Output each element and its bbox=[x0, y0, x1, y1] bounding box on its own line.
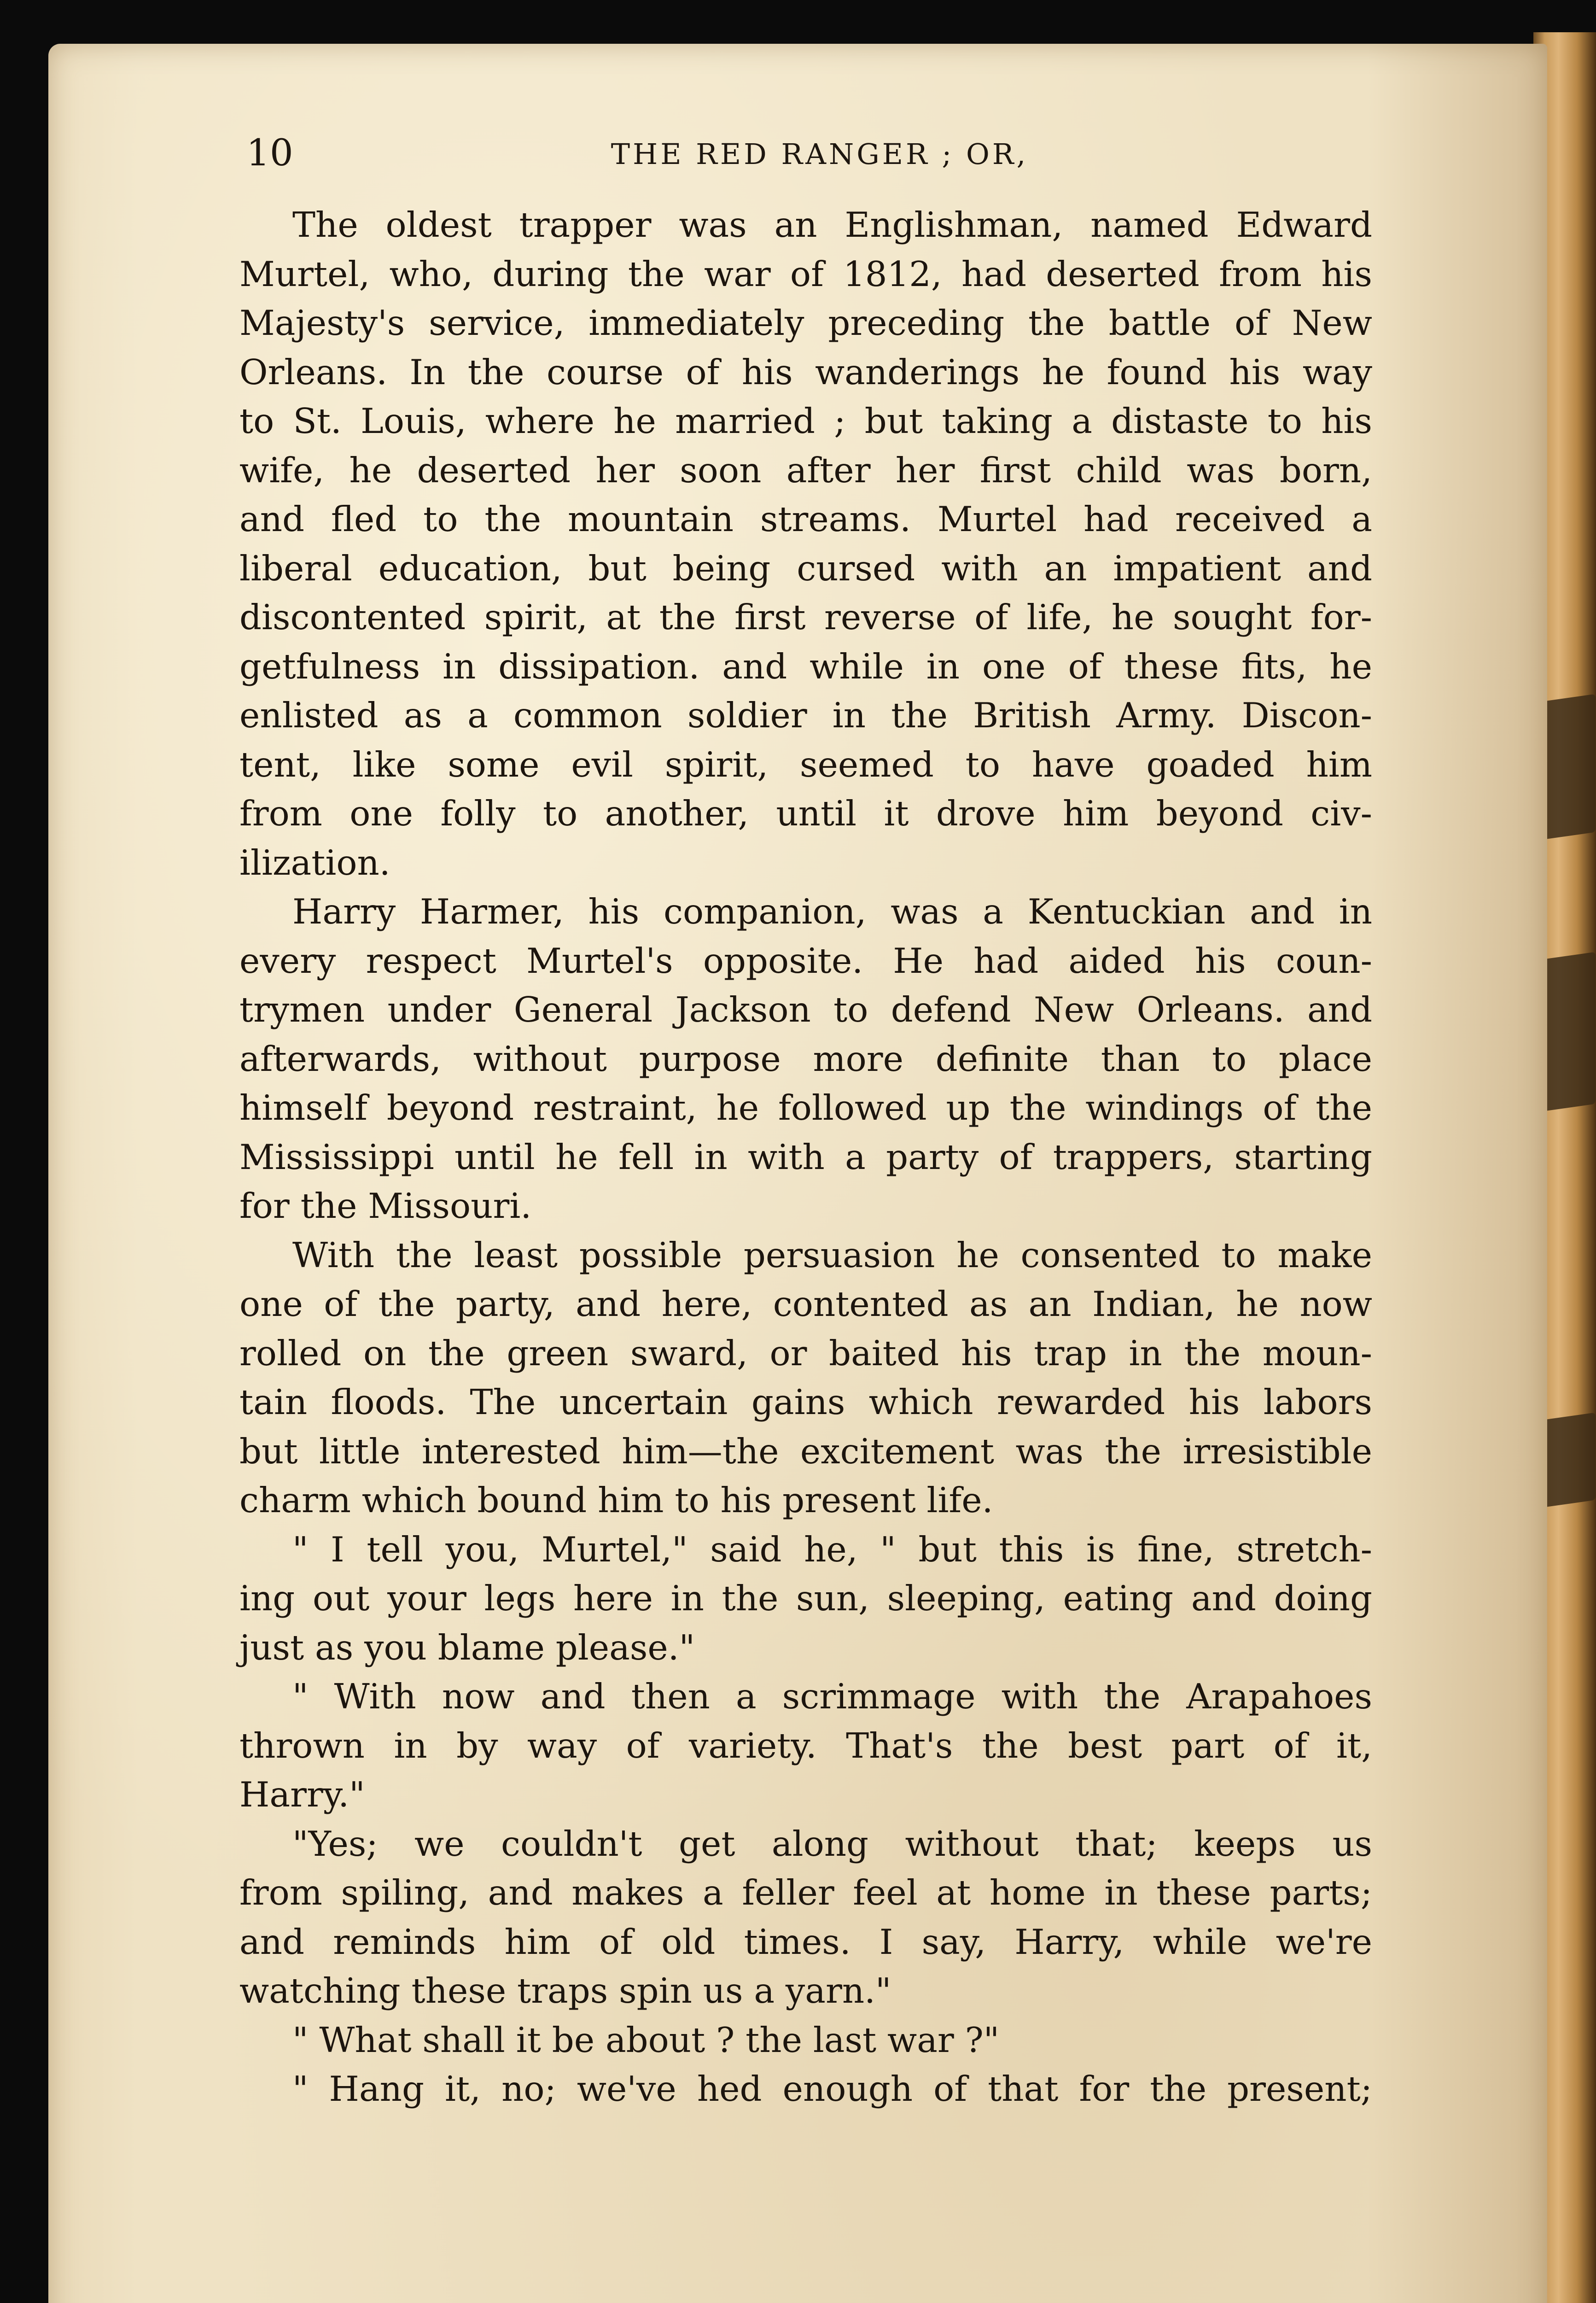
text-line: trymen under General Jackson to defend New Orleans. and bbox=[239, 989, 1372, 1030]
text-line: ing out your legs here in the sun, sleeping, eating and doing bbox=[239, 1578, 1372, 1619]
text-line: from spiling, and makes a feller feel at home in these parts; bbox=[239, 1872, 1372, 1913]
text-line: wife, he deserted her soon after her first child was born, bbox=[239, 450, 1372, 491]
text-line: rolled on the green sward, or baited his trap in the moun- bbox=[239, 1333, 1372, 1374]
text-line: from one folly to another, until it drove him beyond civ- bbox=[239, 793, 1372, 834]
text-line: for the Missouri. bbox=[239, 1186, 532, 1226]
text-line: just as you blame please." bbox=[239, 1627, 695, 1668]
text-line: Harry." bbox=[239, 1774, 365, 1815]
text-line: ilization. bbox=[239, 842, 390, 883]
text-line: "Yes; we couldn't get along without that; keeps us bbox=[292, 1823, 1372, 1864]
text-line: liberal education, but being cursed with an impatient and bbox=[239, 548, 1372, 589]
text-line: tent, like some evil spirit, seemed to have goaded him bbox=[239, 744, 1372, 785]
text-line: Majesty's service, immediately preceding the battle of New bbox=[239, 303, 1372, 343]
text-line: afterwards, without purpose more definite than to place bbox=[239, 1038, 1372, 1079]
text-line: Murtel, who, during the war of 1812, had deserted from his bbox=[239, 253, 1372, 294]
text-line: " I tell you, Murtel," said he, " but this is fine, stretch- bbox=[292, 1529, 1372, 1570]
text-line: The oldest trapper was an Englishman, named Edward bbox=[292, 205, 1372, 245]
text-line: discontented spirit, at the first reverse of life, he sought for- bbox=[239, 597, 1372, 637]
text-line: enlisted as a common soldier in the British Army. Discon- bbox=[239, 695, 1372, 736]
text-line: one of the party, and here, contented as an Indian, he now bbox=[239, 1284, 1372, 1324]
text-line: watching these traps spin us a yarn." bbox=[239, 1970, 891, 2011]
text-line: With the least possible persuasion he consented to make bbox=[292, 1234, 1372, 1275]
text-line: but little interested him—the excitement was the irresistible bbox=[239, 1431, 1372, 1472]
text-line: " With now and then a scrimmage with the Arapahoes bbox=[292, 1676, 1372, 1717]
text-line: himself beyond restraint, he followed up the windings of the bbox=[239, 1087, 1372, 1128]
text-line: every respect Murtel's opposite. He had aided his coun- bbox=[239, 940, 1372, 981]
page-number: 10 bbox=[246, 131, 293, 174]
running-head: THE RED RANGER ; OR, bbox=[611, 137, 1029, 171]
text-line: charm which bound him to his present life. bbox=[239, 1480, 993, 1520]
text-line: " Hang it, no; we've hed enough of that for the present; bbox=[292, 2069, 1372, 2109]
text-line: thrown in by way of variety. That's the best part of it, bbox=[239, 1725, 1372, 1766]
text-line: tain floods. The uncertain gains which rewarded his labors bbox=[239, 1382, 1372, 1422]
text-line: Orleans. In the course of his wanderings he found his way bbox=[239, 351, 1372, 392]
text-line: " What shall it be about ? the last war ?" bbox=[292, 2019, 1000, 2060]
text-line: to St. Louis, where he married ; but taking a distaste to his bbox=[239, 401, 1372, 441]
text-line: Mississippi until he fell in with a party of trappers, starting bbox=[239, 1136, 1372, 1177]
text-line: getfulness in dissipation. and while in one of these fits, he bbox=[239, 646, 1372, 687]
text-line: and reminds him of old times. I say, Harry, while we're bbox=[239, 1921, 1372, 1962]
text-line: and fled to the mountain streams. Murtel had received a bbox=[239, 499, 1372, 539]
text-line: Harry Harmer, his companion, was a Kentuckian and in bbox=[292, 891, 1372, 932]
body-text bbox=[239, 200, 1372, 2114]
